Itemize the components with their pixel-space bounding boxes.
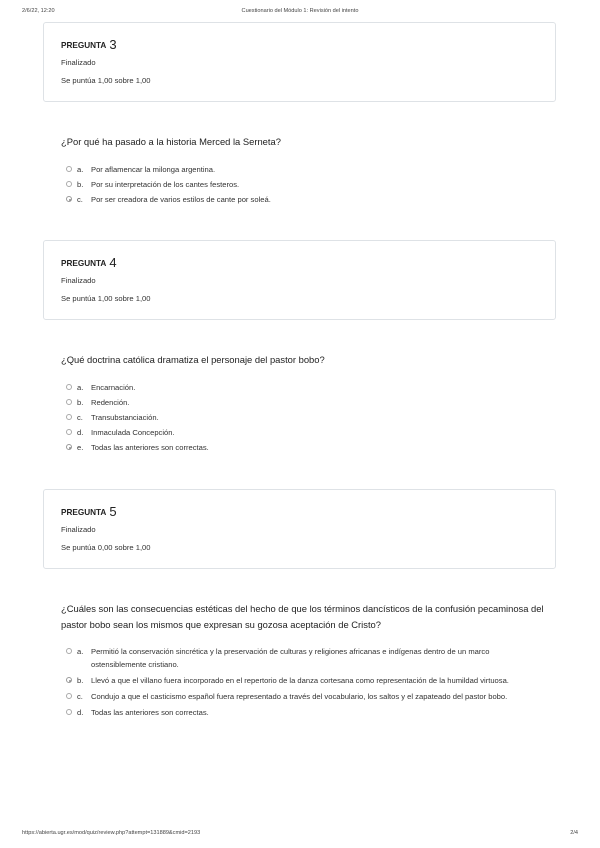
- question-text: ¿Por qué ha pasado a la historia Merced la Serneta?: [61, 136, 281, 147]
- answer-option[interactable]: [66, 178, 536, 191]
- option-letter: c.: [77, 413, 83, 422]
- option-text: Redención.: [91, 398, 130, 407]
- radio-button[interactable]: [66, 709, 72, 715]
- print-url: https://abierta.ugr.es/mod/quiz/review.php?attempt=131889&cmid=2193: [22, 830, 201, 836]
- option-letter: d.: [77, 428, 84, 437]
- print-title: Cuestionario del Módulo 1: Revisión del intento: [241, 8, 359, 14]
- answer-options: [66, 163, 536, 206]
- option-text: Condujo a que el casticismo español fuera representado a través del vocabulario, los saltos y el zapateado del pastor bobo.: [91, 692, 508, 701]
- option-letter: a.: [77, 647, 84, 656]
- question-number: [61, 255, 117, 270]
- answer-options: [66, 645, 536, 719]
- option-letter: b.: [77, 398, 84, 407]
- question-state: Finalizado: [61, 58, 96, 67]
- radio-button-selected[interactable]: [66, 444, 72, 450]
- answer-option[interactable]: [66, 674, 536, 687]
- option-text: Transubstanciación.: [91, 413, 159, 422]
- question-grade: Se puntúa 1,00 sobre 1,00: [61, 76, 151, 85]
- option-text: Todas las anteriores son correctas.: [91, 443, 209, 452]
- radio-button-selected[interactable]: [66, 196, 72, 202]
- radio-button[interactable]: [66, 399, 72, 405]
- answer-option[interactable]: [66, 396, 536, 409]
- question-number-value: 3: [109, 37, 117, 52]
- answer-options: [66, 381, 536, 454]
- radio-button[interactable]: [66, 166, 72, 172]
- option-letter: a.: [77, 165, 84, 174]
- radio-button[interactable]: [66, 693, 72, 699]
- print-date: 2/6/22, 12:20: [22, 8, 55, 14]
- option-letter: d.: [77, 708, 84, 717]
- question-info-card: [43, 489, 556, 569]
- radio-button[interactable]: [66, 414, 72, 420]
- option-text: Permitió la conservación sincrética y la preservación de culturas y religiones africanas e indígenas dentro de un marco ostensiblemente cristiano.: [91, 647, 490, 669]
- print-page-number: 2/4: [570, 830, 578, 836]
- question-grade: Se puntúa 1,00 sobre 1,00: [61, 294, 151, 303]
- answer-option[interactable]: [66, 645, 536, 671]
- radio-button-selected[interactable]: [66, 677, 72, 683]
- answer-option[interactable]: [66, 193, 536, 206]
- option-text: Encarnación.: [91, 383, 136, 392]
- question-number: [61, 37, 117, 52]
- radio-button[interactable]: [66, 648, 72, 654]
- question-grade: Se puntúa 0,00 sobre 1,00: [61, 543, 151, 552]
- option-text: Inmaculada Concepción.: [91, 428, 175, 437]
- question-state: Finalizado: [61, 276, 96, 285]
- answer-option[interactable]: [66, 381, 536, 394]
- radio-button[interactable]: [66, 384, 72, 390]
- question-label: PREGUNTA: [61, 508, 107, 517]
- question-number-value: 4: [109, 255, 117, 270]
- option-letter: b.: [77, 676, 84, 685]
- print-footer: [22, 830, 578, 840]
- question-number: [61, 504, 117, 519]
- answer-option[interactable]: [66, 426, 536, 439]
- option-letter: b.: [77, 180, 84, 189]
- question-number-value: 5: [109, 504, 117, 519]
- option-letter: c.: [77, 692, 83, 701]
- option-text: Por su interpretación de los cantes festeros.: [91, 180, 240, 189]
- option-text: Por aflamencar la milonga argentina.: [91, 165, 216, 174]
- option-text: Llevó a que el villano fuera incorporado en el repertorio de la danza cortesana como representación de la humildad virtuosa.: [91, 676, 509, 685]
- option-letter: a.: [77, 383, 84, 392]
- radio-button[interactable]: [66, 181, 72, 187]
- option-letter: e.: [77, 443, 84, 452]
- radio-button[interactable]: [66, 429, 72, 435]
- question-state: Finalizado: [61, 525, 96, 534]
- answer-option[interactable]: [66, 163, 536, 176]
- question-info-card: [43, 240, 556, 320]
- answer-option[interactable]: [66, 706, 536, 719]
- option-text: Todas las anteriores son correctas.: [91, 708, 209, 717]
- print-header: [22, 8, 578, 18]
- question-label: PREGUNTA: [61, 259, 107, 268]
- answer-option[interactable]: [66, 690, 536, 703]
- answer-option[interactable]: [66, 441, 536, 454]
- option-text: Por ser creadora de varios estilos de cante por soleá.: [91, 195, 271, 204]
- question-text: ¿Qué doctrina católica dramatiza el personaje del pastor bobo?: [61, 354, 325, 365]
- option-letter: c.: [77, 195, 83, 204]
- answer-option[interactable]: [66, 411, 536, 424]
- question-label: PREGUNTA: [61, 41, 107, 50]
- question-info-card: [43, 22, 556, 102]
- question-text: ¿Cuáles son las consecuencias estéticas del hecho de que los términos dancísticos de la confusión pecaminosa del pastor bobo sean los mismos que expresan su gozosa aceptación de Cristo?: [61, 603, 544, 630]
